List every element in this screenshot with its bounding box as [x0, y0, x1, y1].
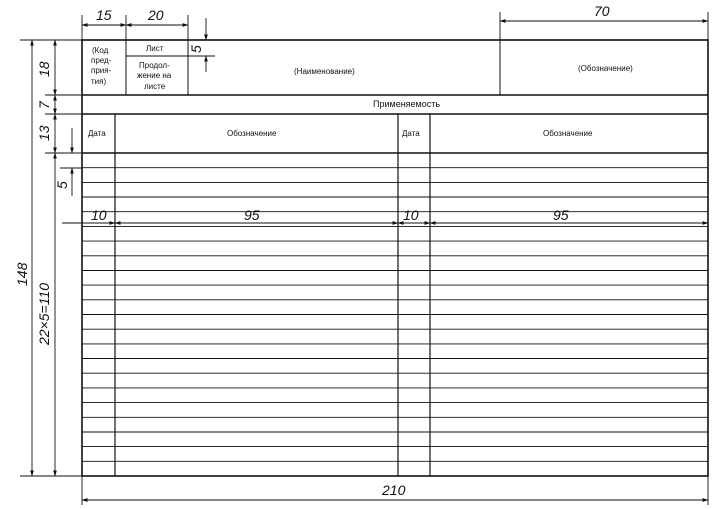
enterprise-code-line-2: пред- — [91, 56, 112, 65]
dim-148-label: 148 — [14, 262, 30, 286]
dimension-lines — [20, 12, 708, 505]
designation-right-label: Обозначение — [543, 129, 593, 138]
date-right-label: Дата — [402, 129, 420, 138]
dim-95-right-label: 95 — [553, 207, 569, 223]
continuation-line-2: жение на — [137, 71, 172, 80]
applicability-label: Применяемость — [373, 99, 441, 109]
dim-110-label: 22×5=110 — [36, 282, 52, 345]
sheet-label: Лист — [146, 44, 164, 53]
dim-18-label: 18 — [36, 61, 52, 77]
dim-5-top-label: 5 — [188, 45, 204, 53]
dim-5-left-label: 5 — [54, 181, 70, 189]
dim-7-label: 7 — [36, 101, 52, 109]
designation-header-label: (Обозначение) — [578, 64, 633, 73]
dim-20-label: 20 — [148, 7, 164, 23]
dim-95-left-label: 95 — [244, 207, 260, 223]
date-left-label: Дата — [88, 129, 106, 138]
dim-10-right-label: 10 — [403, 207, 419, 223]
enterprise-code-line-3: прия- — [91, 66, 112, 75]
enterprise-code-line-1: (Код — [92, 46, 109, 55]
continuation-line-1: Продол- — [139, 61, 170, 70]
form-text — [88, 44, 633, 138]
continuation-line-3: листе — [144, 82, 166, 91]
dim-210-label: 210 — [382, 482, 406, 498]
name-label: (Наименование) — [294, 67, 355, 76]
dim-10-left-label: 10 — [91, 207, 107, 223]
designation-left-label: Обозначение — [227, 129, 277, 138]
dim-13-label: 13 — [36, 125, 52, 141]
dim-70-label: 70 — [594, 3, 610, 19]
enterprise-code-line-4: тия) — [91, 77, 107, 86]
dim-15-label: 15 — [96, 7, 112, 23]
body-row-lines — [82, 168, 708, 462]
